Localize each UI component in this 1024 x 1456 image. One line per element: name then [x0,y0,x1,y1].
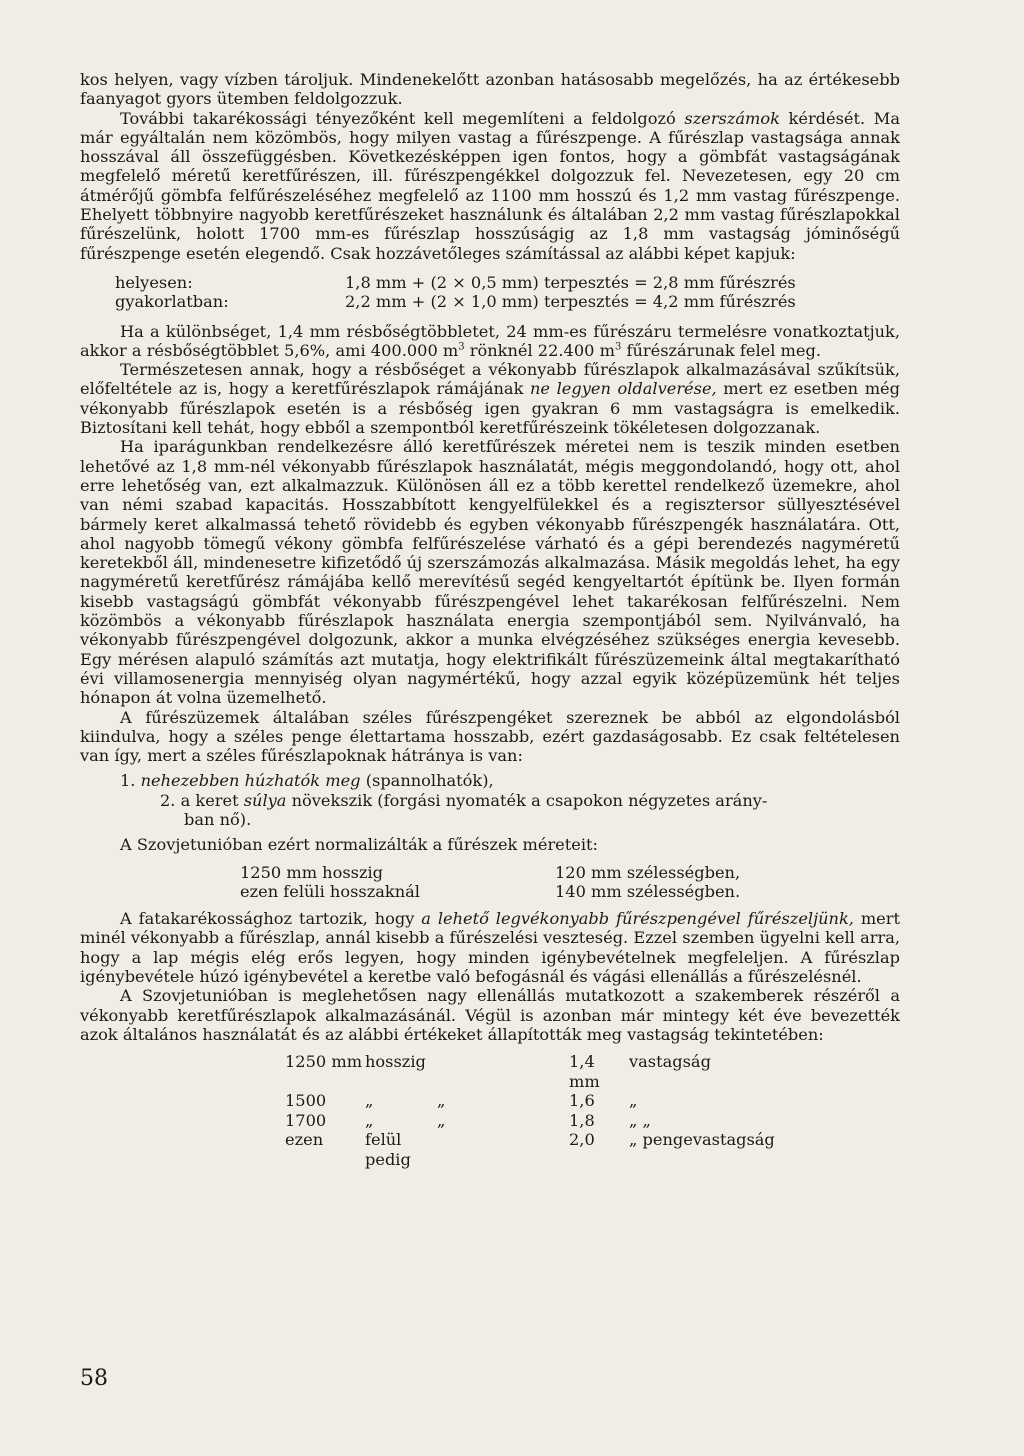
table-cell: „ [437,1091,446,1111]
paragraph: kos helyen, vagy vízben tároljuk. Mindenekelőtt azonban hatásosabb megelőzés, ha az értékesebb faanyagot gyors ütemben feldolgozzuk. [80,70,900,109]
table-cell [437,1052,569,1091]
text-run: Természetesen annak, hogy a résbőséget a vékonyabb fűrészlapok alkalmazásával szűkítsük, előfeltétele az is, hogy a keretfűrészlapok rámájának [80,360,900,399]
table-cell: 1250 mm [285,1052,363,1072]
table-cell: „ [437,1110,446,1130]
page-number: 58 [80,1366,108,1391]
list-item [120,791,900,810]
text-run: kérdését. Ma már egyáltalán nem közömbös, hogy milyen vastag a fűrészpenge. A fűrészlap vastagsága annak hosszával áll összefüggésben. Következésképpen igen fontos, hogy a gömbfát vastagságának megfelelő méretű keretfűrészen, ill. fűrészpengékkel dolgozzuk fel. Nevezetesen, egy 20 cm átmérőjű gömbfa felfűrészeléséhez megfelelő az 1100 mm hosszú és 1,2 mm vastag fűrészpenge. Ehelyett többnyire nagyobb keretfűrészeket használunk és általában 2,2 mm vastag fűrészlapokkal fűrészelünk, holott 1700 mm-es fűrészlap hosszúságig az 1,8 mm vastagság jóminőségű fűrészpenge esetén elegendő. Csak hozzávetőleges számítással az alábbi képet kapjuk: [80,108,900,263]
text-run: További takarékossági tényezőként kell megemlíteni a feldolgozó [120,108,685,128]
table-cell: felül pedig [365,1130,411,1169]
text-run: növekszik (forgási nyomaték a csapokon négyzetes arány- [286,790,768,810]
paragraph: A Szovjetunióban ezért normalizálták a fűrészek méreteit: [120,835,598,855]
formula-expression: 1,8 mm + (2 × 0,5 mm) terpesztés = 2,8 mm fűrészrés [345,272,796,292]
list-number: 2. a keret [160,790,244,810]
text-run: Ha a különbséget, 1,4 mm résbőségtöbbletet, 24 mm-es fűrészáru termelésre vonatkoztatjuk, akkor a résbőségtöbblet 5,6%, ami 400.000 m [80,321,900,360]
paragraph [80,109,900,263]
text-run: rönknél 22.400 m [464,340,615,360]
table-cell: „ [365,1091,374,1111]
table-cell: 1700 [285,1110,327,1130]
emphasis: súlya [243,790,287,810]
emphasis: a lehető legvékonyabb fűrészpengével fűrészeljünk, [421,909,854,929]
list-item-continuation: ban nő). [184,809,252,829]
text-run: mert ez esetben még vékonyabb fűrészlapok esetén is a résbőség igen gyakran 6 mm vastagságra is emelkedik. Biztosítani kell tehát, hogy ebből a szempontból keretfűrészeink tökéletesen dolgozzanak. [80,379,900,438]
norm-cell: 1250 mm hosszig [240,862,384,882]
table-cell: 1,4 mm [569,1052,600,1091]
superscript: 3 [614,341,622,353]
table-cell: 2,0 [569,1130,595,1150]
paragraph: A Szovjetunióban is meglehetősen nagy ellenállás mutatkozott a szakemberek részéről a vékonyabb keretfűrészlapok alkalmazásánál. Végül is azonban már mintegy két éve bevezették azok általános használatát és az alábbi értékeket állapították meg vastagság tekintetében: [80,986,900,1044]
table-cell: „ [629,1091,638,1111]
formula-label: gyakorlatban: [115,292,229,312]
table-cell: „ pengevastagság [629,1130,775,1150]
table-cell: hosszig [365,1052,426,1072]
table-cell: „ „ [629,1110,651,1130]
table-cell: 1,8 [569,1110,595,1130]
emphasis: szerszámok [684,108,780,128]
paragraph: A fűrészüzemek általában széles fűrészpengéket szereznek be abból az elgondolásból kiindulva, hogy a széles penge élettartama hosszabb, ezért gazdaságosabb. Ez csak feltételesen van így, mert a széles fűrészlapoknak hátránya is van: [80,707,900,766]
numbered-list [120,771,900,829]
norm-cell: ezen felüli hosszaknál [240,881,420,901]
paragraph [80,909,900,986]
paragraph: Ha iparágunkban rendelkezésre álló keretfűrészek méretei nem is teszik minden esetben lehetővé az 1,8 mm-nél vékonyabb fűrészlapok használatát, mégis meggondolandó, hogy ott, ahol erre lehetőség van, ezt alkalmazzuk. Különösen áll ez a több kerettel rendelkező üzemekre, ahol van némi szabad kapacitás. Hosszabbított kengyelfülekkel és a regisztersor süllyesztésével bármely keret alkalmassá tehető rövidebb és egyben vékonyabb fűrészpengék használatára. Ott, ahol nagyobb tömegű vékony gömbfa felfűrészelése várható és a gépi berendezés nagyméretű keretekből áll, mindenesetre kifizetődő új szerszámozás alkalmazása. Másik megoldás lehet, ha egy nagyméretű keretfűrész rámájába kellő merevítésű segéd kengyeltartót építünk be. Ilyen formán kisebb vastagságú gömbfát vékonyabb fűrészpengével lehet takarékosan felfűrészelni. Nem közömbös a vékonyabb fűrészlapok használata energia szempontjából sem. Nyilvánvaló, ha vékonyabb fűrészpengével dolgozunk, akkor a munka elvégzéséhez szükséges energia kevesebb. Egy mérésen alapuló számítás azt mutatja, hogy elektrifikált fűrészüzemeink által megtakarítható évi villamosenergia mennyiség olyan nagymértékű, hogy azzal egyik középüzemünk hét teljes hónapon át volna üzemelhető. [80,437,900,708]
text-run: (spannolhatók), [360,771,494,791]
table-cell: „ [365,1110,374,1130]
emphasis: nehezebben húzhatók meg [140,771,361,791]
table-cell: 1500 [285,1091,327,1111]
paragraph [80,360,900,437]
table-cell: vastagság [629,1052,711,1072]
formula-expression: 2,2 mm + (2 × 1,0 mm) terpesztés = 4,2 mm fűrészrés [345,292,796,312]
list-item [120,771,900,790]
norm-cell: 140 mm szélességben. [555,881,741,901]
thickness-table [285,1052,900,1169]
text-run: mert minél vékonyabb a fűrészlap, annál kisebb a fűrészelési veszteség. Ezzel szemben ügyelni kell arra, hogy a lap mégis elég erős legyen, hogy minden igénybevételnek megfeleljen. A fűrészlap igénybevétele húzó igénybevétel a keretbe való befogásnál és vágási ellenállás a fűrészelésnél. [80,909,900,987]
page-body [80,70,900,1169]
table-cell: 1,6 [569,1091,595,1111]
superscript: 3 [458,341,465,353]
norm-table [240,863,900,902]
text-run: A fatakarékossághoz tartozik, hogy [120,909,422,929]
formula-label: helyesen: [115,272,193,292]
emphasis: ne legyen oldalverése, [530,379,717,399]
paragraph [80,322,900,361]
table-cell [437,1130,569,1169]
table-cell: ezen [285,1130,324,1150]
text-run: fűrészárunak felel meg. [621,340,821,360]
list-number: 1. [120,771,141,791]
norm-cell: 120 mm szélességben, [555,862,741,882]
formula-block [115,273,900,312]
